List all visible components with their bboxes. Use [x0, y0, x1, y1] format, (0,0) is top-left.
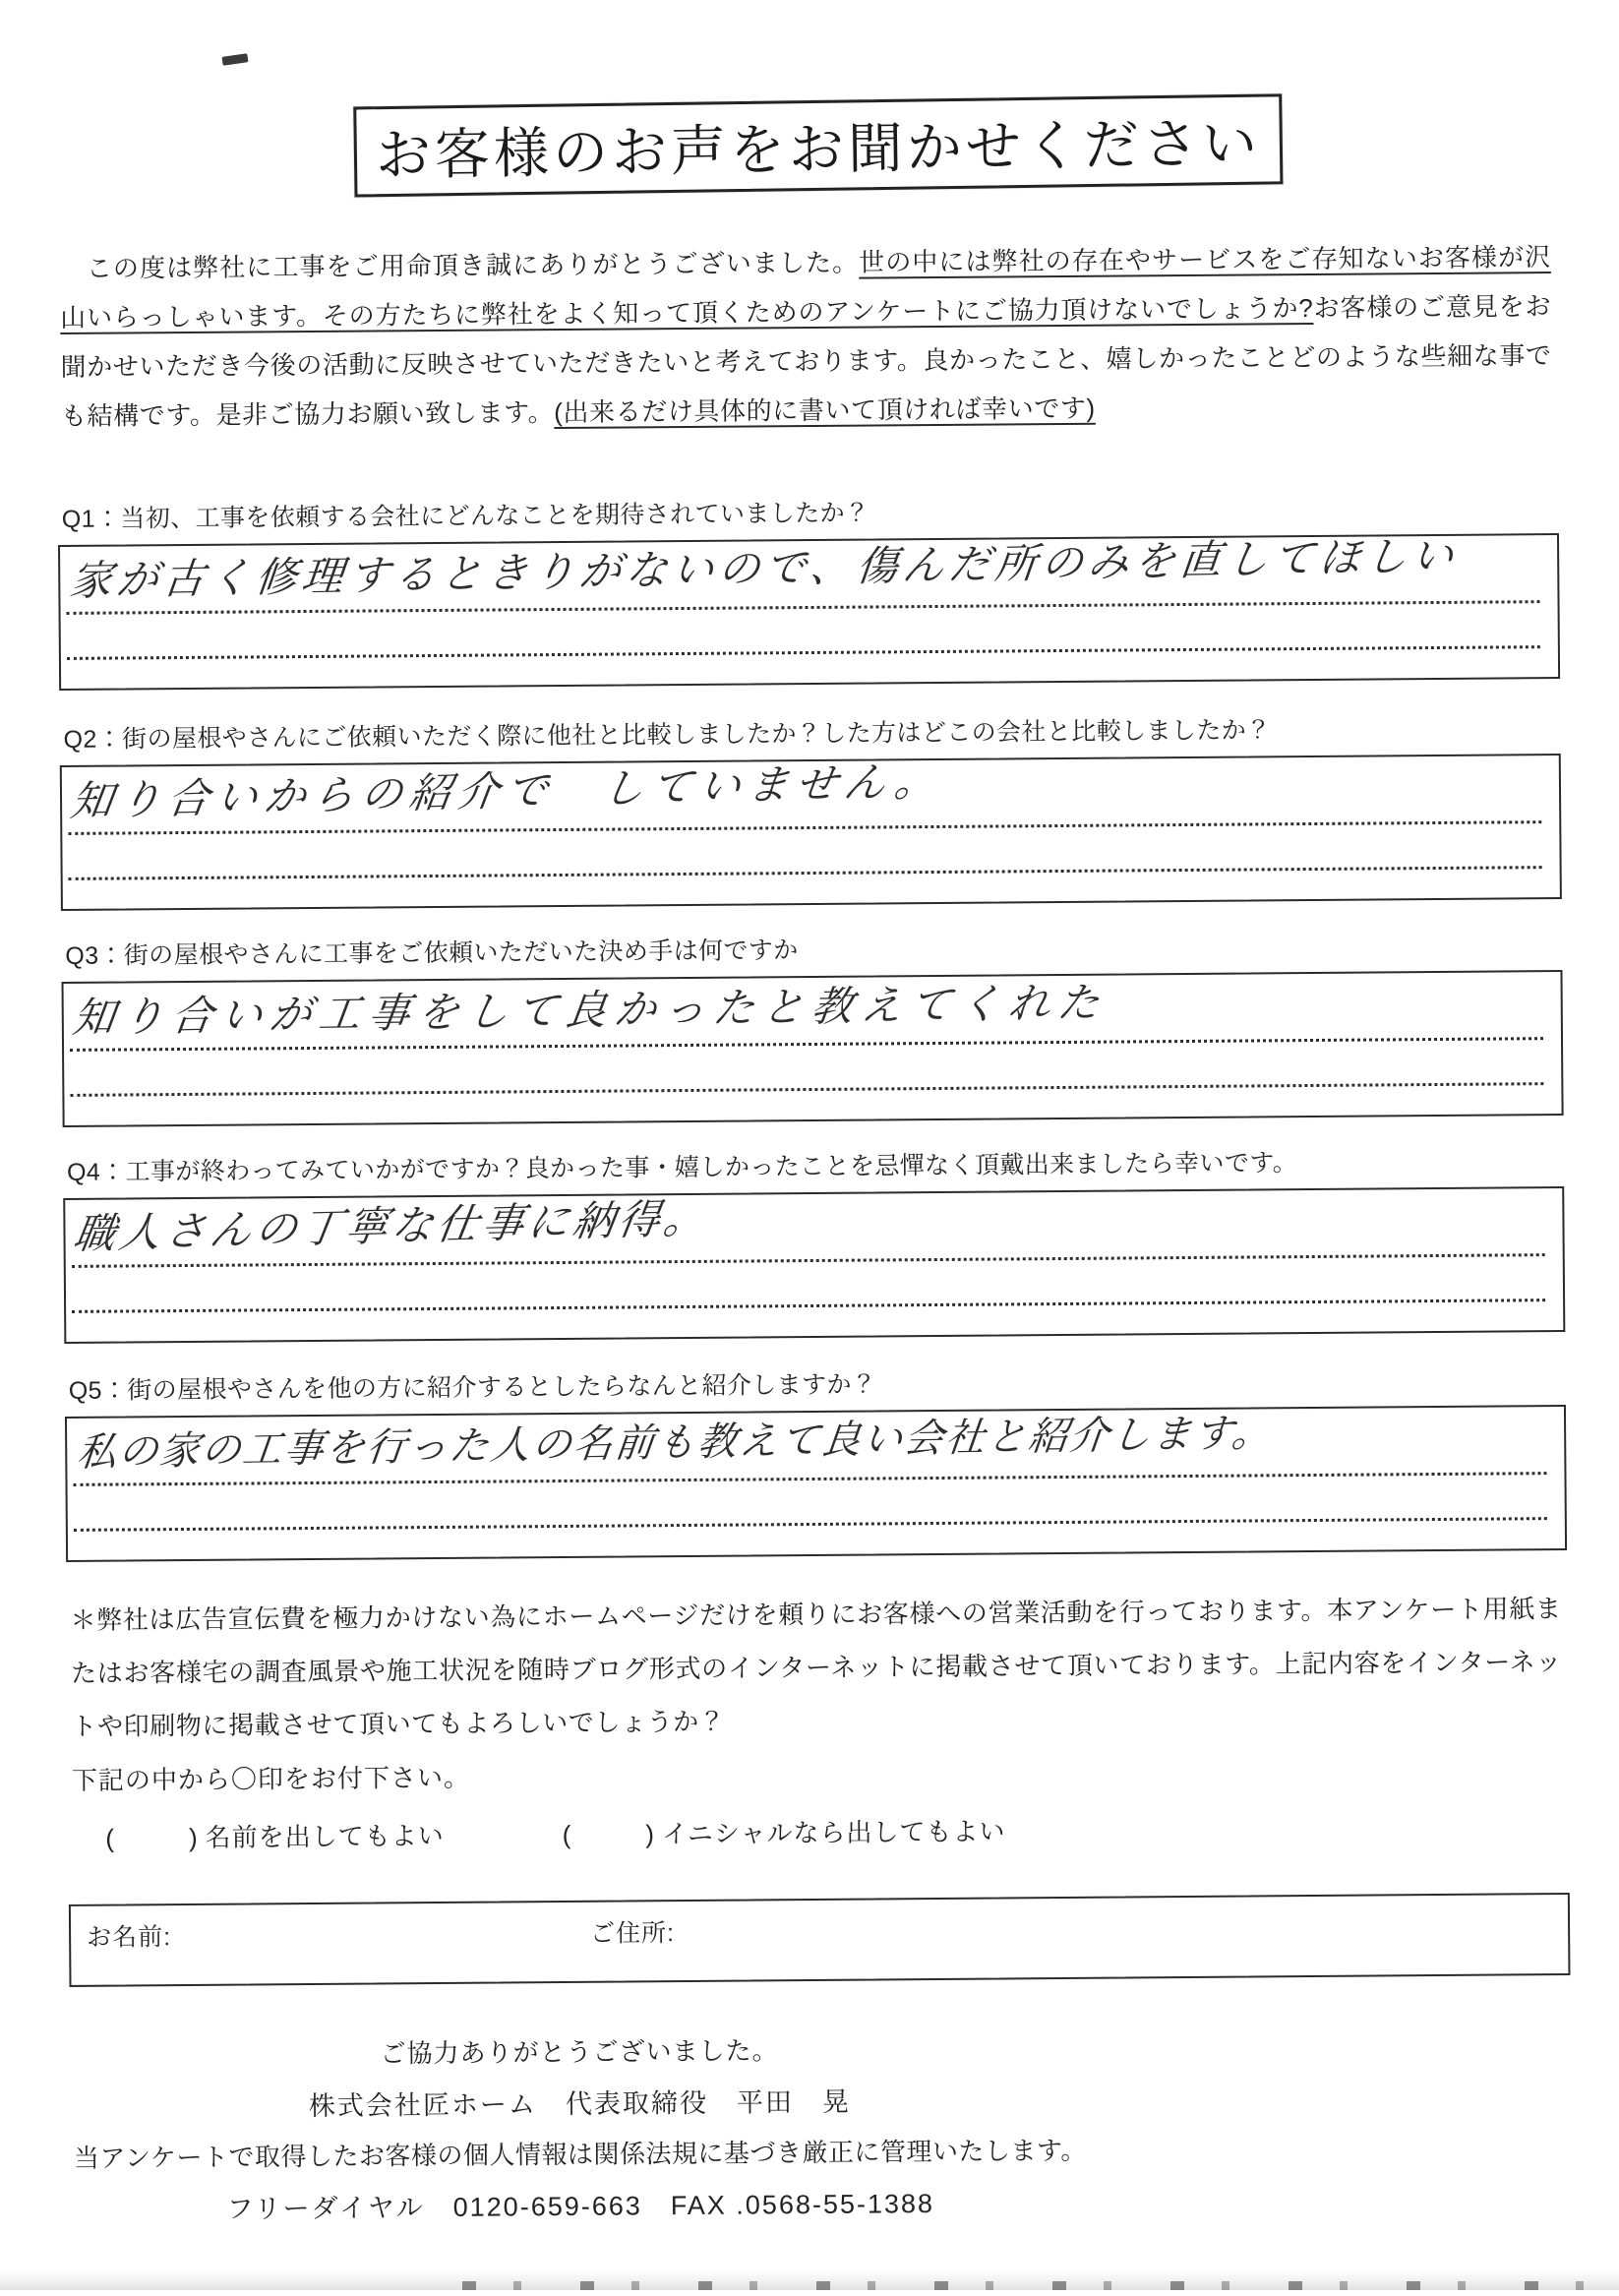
question-1-answer-box: [58, 533, 1560, 691]
question-5-label: Q5：街の屋根やさんを他の方に紹介するとしたらなんと紹介しますか？: [68, 1370, 877, 1405]
option-name-ok-label: 名前を出してもよい: [205, 1820, 445, 1852]
intro-paragraph: [60, 232, 1553, 441]
question-3-answer-box: [62, 970, 1564, 1127]
option-checkbox-parens: ( ): [562, 1819, 663, 1850]
intro-segment: お客様のご意見をお聞かせいただき今後の活動に反映させていただきたいと考えております。良かったこと、嬉しかったことどのような些細な事でも結構です。是非ご協力お願い致します。: [60, 291, 1552, 431]
address-field-label: ご住所:: [590, 1919, 676, 1948]
writing-guide-line: [72, 1299, 1545, 1313]
question-4-handwritten-answer: 職人さんの丁寧な仕事に納得。: [70, 1193, 713, 1258]
writing-guide-line: [69, 866, 1542, 880]
footer-phone: フリーダイヤル 0120-659-663 FAX .0568-55-1388: [226, 2189, 935, 2224]
permission-options: [105, 1807, 1619, 1855]
footer-company: 株式会社匠ホーム 代表取締役 平田 晃: [308, 2086, 852, 2122]
scan-edge-specks: [462, 2281, 1619, 2290]
name-address-box: [69, 1893, 1571, 1987]
intro-segment: この度は弊社に工事をご用命頂き誠にありがとうございました。: [59, 247, 860, 283]
question-2-label: Q2：街の屋根やさんにご依頼いただく際に他社と比較しましたか？した方はどこの会社と比較しましたか？: [63, 716, 1272, 754]
question-4-label: Q4：工事が終わってみていかがですか？良かった事・嬉しかったことを忌憚なく頂戴出来ましたら幸いです。: [66, 1149, 1298, 1186]
option-initials-ok: [563, 1811, 1006, 1851]
publication-permission-paragraph: ＊弊社は広告宣伝費を極力かけない為にホームページだけを頼りにお客様への営業活動を行っております。本アンケート用紙またはお客様宅の調査風景や施工状況を随時ブログ形式のインターネットに掲載させて頂いております。上記内容をインターネットや印刷物に掲載させて頂いてもよろしいでしょうか？: [70, 1594, 1563, 1741]
option-checkbox-parens: ( ): [105, 1822, 206, 1853]
scan-edge-band: [0, 2270, 1619, 2290]
question-3-label: Q3：街の屋根やさんに工事をご依頼いただいた決め手は何ですか: [65, 937, 799, 970]
question-5-answer-box: [65, 1405, 1567, 1562]
writing-guide-line: [74, 1517, 1547, 1532]
circle-instruction: 下記の中から〇印をお付下さい。: [71, 1762, 470, 1795]
writing-guide-line: [70, 1082, 1543, 1097]
option-name-ok: [105, 1816, 445, 1855]
question-5-handwritten-answer: 私の家の工事を行った人の名前も教えて良い会社と紹介します。: [75, 1410, 1276, 1476]
page-title: お客様のお声をお聞かせください: [375, 111, 1262, 187]
footer-privacy-note: 当アンケートで取得したお客様の個人情報は関係法規に基づき厳正に管理いたします。: [73, 2135, 1087, 2173]
question-1-handwritten-answer: 家が古く修理するときりがないので、傷んだ所のみを直してほしい: [68, 531, 1461, 605]
name-field-label: お名前:: [87, 1923, 172, 1952]
question-1-label: Q1：当初、工事を依頼する会社にどんなことを期待されていましたか？: [61, 499, 870, 533]
survey-title-box: [353, 93, 1283, 197]
intro-segment-underlined: 世の中には弊社の存在やサービスをご存知ないお客様が沢山いらっしゃいます。その方たちに弊社をよく知って頂くためのアンケートにご協力頂けないでしょうか?: [60, 242, 1551, 332]
footer: [9, 2027, 1151, 2227]
question-2-handwritten-answer: 知り合いからの紹介で していません。: [68, 756, 947, 825]
writing-guide-line: [67, 645, 1540, 660]
question-2-answer-box: [60, 754, 1562, 911]
intro-segment-underlined: (出来るだけ具体的に書いて頂ければ幸いです): [554, 393, 1096, 428]
option-initials-ok-label: イニシャルなら出してもよい: [661, 1816, 1006, 1849]
question-3-handwritten-answer: 知り合いが工事をして良かったと教えてくれた: [70, 978, 1110, 1042]
footer-thanks: ご協力ありがとうございました。: [380, 2035, 779, 2069]
question-4-answer-box: [63, 1186, 1565, 1344]
